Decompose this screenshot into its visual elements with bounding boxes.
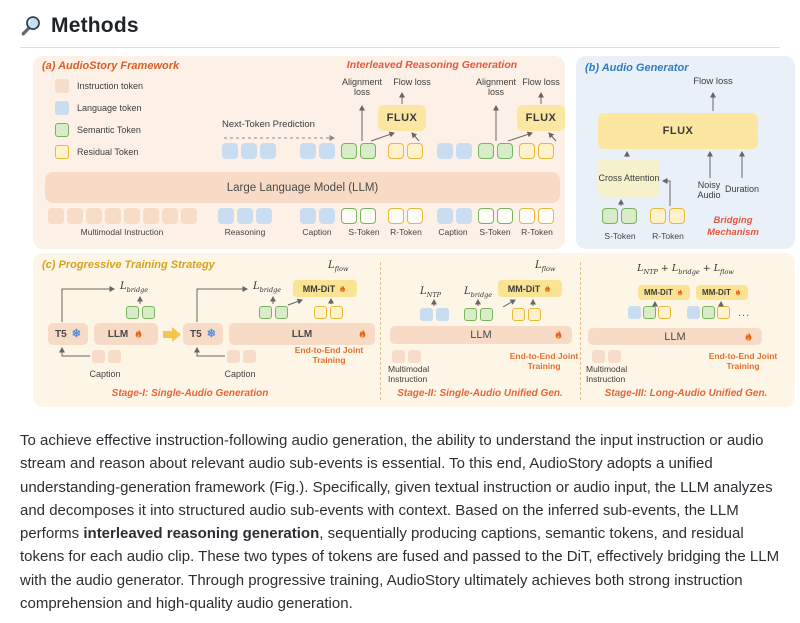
interleaved-title: Interleaved Reasoning Generation <box>346 59 518 71</box>
instruction-token <box>86 208 102 224</box>
multimodal-instruction-label: Multimodal Instruction <box>586 364 628 384</box>
llm-bar: Large Language Model (LLM) <box>45 172 560 203</box>
token-group-reasoning-out <box>222 143 276 159</box>
token-group-reasoning-in <box>218 208 272 224</box>
legend-item <box>55 145 138 159</box>
language-token <box>300 143 316 159</box>
token-group-instruction <box>392 350 421 363</box>
legend-label: Instruction token <box>77 80 144 91</box>
language-token <box>437 208 453 224</box>
token-group-semantic-out <box>341 143 376 159</box>
residual-outline-token <box>388 208 404 224</box>
language-token <box>420 308 433 321</box>
fire-icon <box>357 328 368 340</box>
residual-token <box>388 143 404 159</box>
stage1-caption: Stage-I: Single-Audio Generation <box>111 388 269 399</box>
token-group-semantic <box>126 306 155 319</box>
row-label: Caption <box>438 227 468 237</box>
fire-icon <box>338 284 347 294</box>
stage3-loss-label: $L_{NTP} + L_{bridge} + L_{flow}$ <box>637 263 734 276</box>
residual-outline-token <box>519 208 535 224</box>
semantic-token <box>142 306 155 319</box>
language-token <box>237 208 253 224</box>
token-group-mixed <box>687 306 730 319</box>
section-header <box>0 0 800 48</box>
multimodal-instruction-label: Multimodal Instruction <box>388 364 430 384</box>
token-group-semantic <box>259 306 288 319</box>
fire-icon <box>734 288 742 297</box>
llm-bar: LLM <box>390 326 572 344</box>
loss-bridge-label: $L_{bridge}$ <box>120 281 149 294</box>
legend-swatch-semantic <box>55 123 69 137</box>
row-label: S-Token <box>479 227 511 237</box>
token-group-stoken-in <box>341 208 376 224</box>
residual-outline-token <box>538 208 554 224</box>
token-group-residual <box>314 306 343 319</box>
semantic-token <box>259 306 272 319</box>
instruction-token <box>67 208 83 224</box>
mmdit-box: MM-DiT <box>293 280 357 297</box>
instruction-token <box>608 350 621 363</box>
row-label: S-Token <box>348 227 380 237</box>
instruction-token <box>48 208 64 224</box>
legend-item <box>55 101 142 115</box>
token-group-rtoken-in <box>519 208 554 224</box>
token-group-rtoken-in <box>388 208 423 224</box>
language-token <box>241 143 257 159</box>
residual-token <box>538 143 554 159</box>
fire-icon <box>743 331 754 343</box>
paragraph-bold-text: interleaved reasoning generation <box>83 525 320 542</box>
flow-loss-label: Flow loss <box>522 77 560 87</box>
alignment-loss-label: Alignment loss <box>341 77 383 98</box>
semantic-token <box>497 143 513 159</box>
language-token <box>218 208 234 224</box>
instruction-token <box>108 350 121 363</box>
page-title: Methods <box>51 14 139 37</box>
token-group-stoken-in <box>478 208 513 224</box>
loss-bridge-label: $L_{bridge}$ <box>464 286 493 299</box>
token-group-residual-out <box>388 143 423 159</box>
flux-box: FLUX <box>378 105 426 131</box>
language-token <box>437 143 453 159</box>
language-token <box>300 208 316 224</box>
semantic-token <box>478 143 494 159</box>
fire-icon <box>543 284 552 294</box>
fire-icon <box>553 329 564 341</box>
token-group-residual <box>512 308 541 321</box>
language-token <box>456 143 472 159</box>
caption-label: Caption <box>89 369 121 379</box>
language-token <box>260 143 276 159</box>
semantic-outline-token <box>478 208 494 224</box>
residual-token <box>314 306 327 319</box>
residual-token <box>512 308 525 321</box>
instruction-token <box>92 350 105 363</box>
flow-loss-label: Flow loss <box>693 76 733 87</box>
token-group-caption-in <box>300 208 335 224</box>
language-token <box>319 143 335 159</box>
semantic-outline-token <box>341 208 357 224</box>
noisy-audio-label: Noisy Audio <box>697 180 721 201</box>
row-label: R-Token <box>521 227 553 237</box>
panel-c-title: (c) Progressive Training Strategy <box>42 259 215 271</box>
instruction-token <box>243 350 256 363</box>
llm-bar: LLM <box>588 328 762 345</box>
bridging-mechanism-label: Bridging Mechanism <box>707 215 759 238</box>
residual-token <box>650 208 666 224</box>
magnifier-icon <box>20 15 42 37</box>
loss-flow-label: $L_{flow}$ <box>328 260 349 273</box>
legend-label: Residual Token <box>77 146 139 157</box>
stage-divider-2 <box>580 262 581 400</box>
duration-label: Duration <box>724 184 760 194</box>
semantic-outline-token <box>497 208 513 224</box>
stage2-caption: Stage-II: Single-Audio Unified Gen. <box>397 388 563 399</box>
token-group-caption-out <box>437 143 472 159</box>
residual-token <box>717 306 730 319</box>
semantic-token <box>621 208 637 224</box>
instruction-token <box>392 350 405 363</box>
token-group-caption <box>92 350 121 363</box>
semantic-token <box>480 308 493 321</box>
legend-item <box>55 123 141 137</box>
snowflake-icon: ❄ <box>206 327 216 340</box>
semantic-token <box>602 208 618 224</box>
token-group-instruction <box>592 350 621 363</box>
legend-label: Semantic Token <box>77 124 141 135</box>
semantic-token <box>275 306 288 319</box>
residual-token <box>519 143 535 159</box>
end-to-end-label: End-to-End Joint Training <box>294 345 364 366</box>
row-label: Multimodal Instruction <box>80 227 164 237</box>
semantic-token <box>464 308 477 321</box>
semantic-token <box>360 143 376 159</box>
flux-box: FLUX <box>517 105 565 131</box>
instruction-token <box>162 208 178 224</box>
panel-b-title: (b) Audio Generator <box>585 62 689 74</box>
instruction-token <box>227 350 240 363</box>
caption-label: Caption <box>224 369 256 379</box>
token-group-residual-out <box>519 143 554 159</box>
fire-icon <box>133 328 144 340</box>
semantic-token <box>341 143 357 159</box>
llm-box: LLM <box>229 323 375 345</box>
instruction-token <box>408 350 421 363</box>
token-group-caption-in <box>437 208 472 224</box>
loss-bridge-label: $L_{bridge}$ <box>253 281 282 294</box>
t5-box: T5 ❄ <box>48 323 88 345</box>
residual-token <box>528 308 541 321</box>
residual-outline-token <box>407 208 423 224</box>
instruction-token <box>124 208 140 224</box>
loss-ntp-label: $L_{NTP}$ <box>420 286 442 299</box>
token-group-stoken <box>602 208 637 224</box>
language-token <box>256 208 272 224</box>
next-token-prediction-label: Next-Token Prediction <box>222 119 315 130</box>
token-group-instruction-in <box>48 208 197 224</box>
residual-token <box>669 208 685 224</box>
mmdit-box: MM-DiT <box>696 285 748 300</box>
token-group-caption-out <box>300 143 335 159</box>
stage3-caption: Stage-III: Long-Audio Unified Gen. <box>604 388 768 399</box>
instruction-token <box>143 208 159 224</box>
semantic-token <box>643 306 656 319</box>
instruction-token <box>592 350 605 363</box>
token-group-caption <box>227 350 256 363</box>
flux-box: FLUX <box>598 113 758 149</box>
flow-loss-label: Flow loss <box>393 77 431 87</box>
paragraph-text: , sequentially producing captions, semantic tokens, and residual tokens for each audio clip. These two types of tokens are fused and passed to the DiT, effectively bridging the LLM with the audio generator. Through progressive training, AudioStory ultimately achieves both strong instruction comprehension and high-quality audio generation. <box>20 525 780 612</box>
token-group-semantic <box>464 308 493 321</box>
llm-box: LLM <box>94 323 158 345</box>
end-to-end-label: End-to-End Joint Training <box>708 351 778 372</box>
row-label: R-Token <box>652 231 684 241</box>
row-label: S-Token <box>604 231 636 241</box>
fire-icon <box>676 288 684 297</box>
stage-divider-1 <box>380 262 381 400</box>
loss-flow-label: $L_{flow}$ <box>535 260 556 273</box>
row-label: Caption <box>302 227 332 237</box>
language-token <box>456 208 472 224</box>
panel-a-title: (a) AudioStory Framework <box>42 60 180 72</box>
row-label: Reasoning <box>224 227 266 237</box>
legend-label: Language token <box>77 102 142 113</box>
legend-swatch-residual <box>55 145 69 159</box>
token-group-language <box>420 308 449 321</box>
instruction-token <box>181 208 197 224</box>
semantic-token <box>126 306 139 319</box>
legend-swatch-language <box>55 101 69 115</box>
token-group-mixed <box>628 306 671 319</box>
instruction-token <box>105 208 121 224</box>
paragraph-text: To achieve effective instruction-following audio generation, the ability to understand the input instruction or audio stream and reason about relevant audio sub-events is essential. To this end, AudioStory adopts a unified understanding-generation framework (Fig.). Specifically, given textual instruction or audio input, the LLM analyzes and decomposes it into structured audio sub-events with context. Based on the inferred sub-events, the LLM performs <box>20 432 773 542</box>
mmdit-box: MM-DiT <box>498 280 562 297</box>
legend-swatch-instruction <box>55 79 69 93</box>
language-token <box>319 208 335 224</box>
token-group-rtoken <box>650 208 685 224</box>
end-to-end-label: End-to-End Joint Training <box>509 351 579 372</box>
body-paragraph <box>20 429 782 615</box>
legend-item <box>55 79 143 93</box>
language-token <box>222 143 238 159</box>
semantic-outline-token <box>360 208 376 224</box>
alignment-loss-label: Alignment loss <box>475 77 517 98</box>
framework-figure <box>0 48 800 416</box>
row-label: R-Token <box>390 227 422 237</box>
token-group-semantic-out <box>478 143 513 159</box>
residual-token <box>407 143 423 159</box>
language-token <box>628 306 641 319</box>
t5-box: T5 ❄ <box>183 323 223 345</box>
ellipsis: ... <box>738 307 751 319</box>
cross-attention-box: Cross Attention <box>598 159 660 197</box>
mmdit-box: MM-DiT <box>638 285 690 300</box>
semantic-token <box>702 306 715 319</box>
snowflake-icon: ❄ <box>71 327 81 340</box>
residual-token <box>330 306 343 319</box>
language-token <box>436 308 449 321</box>
residual-token <box>658 306 671 319</box>
language-token <box>687 306 700 319</box>
